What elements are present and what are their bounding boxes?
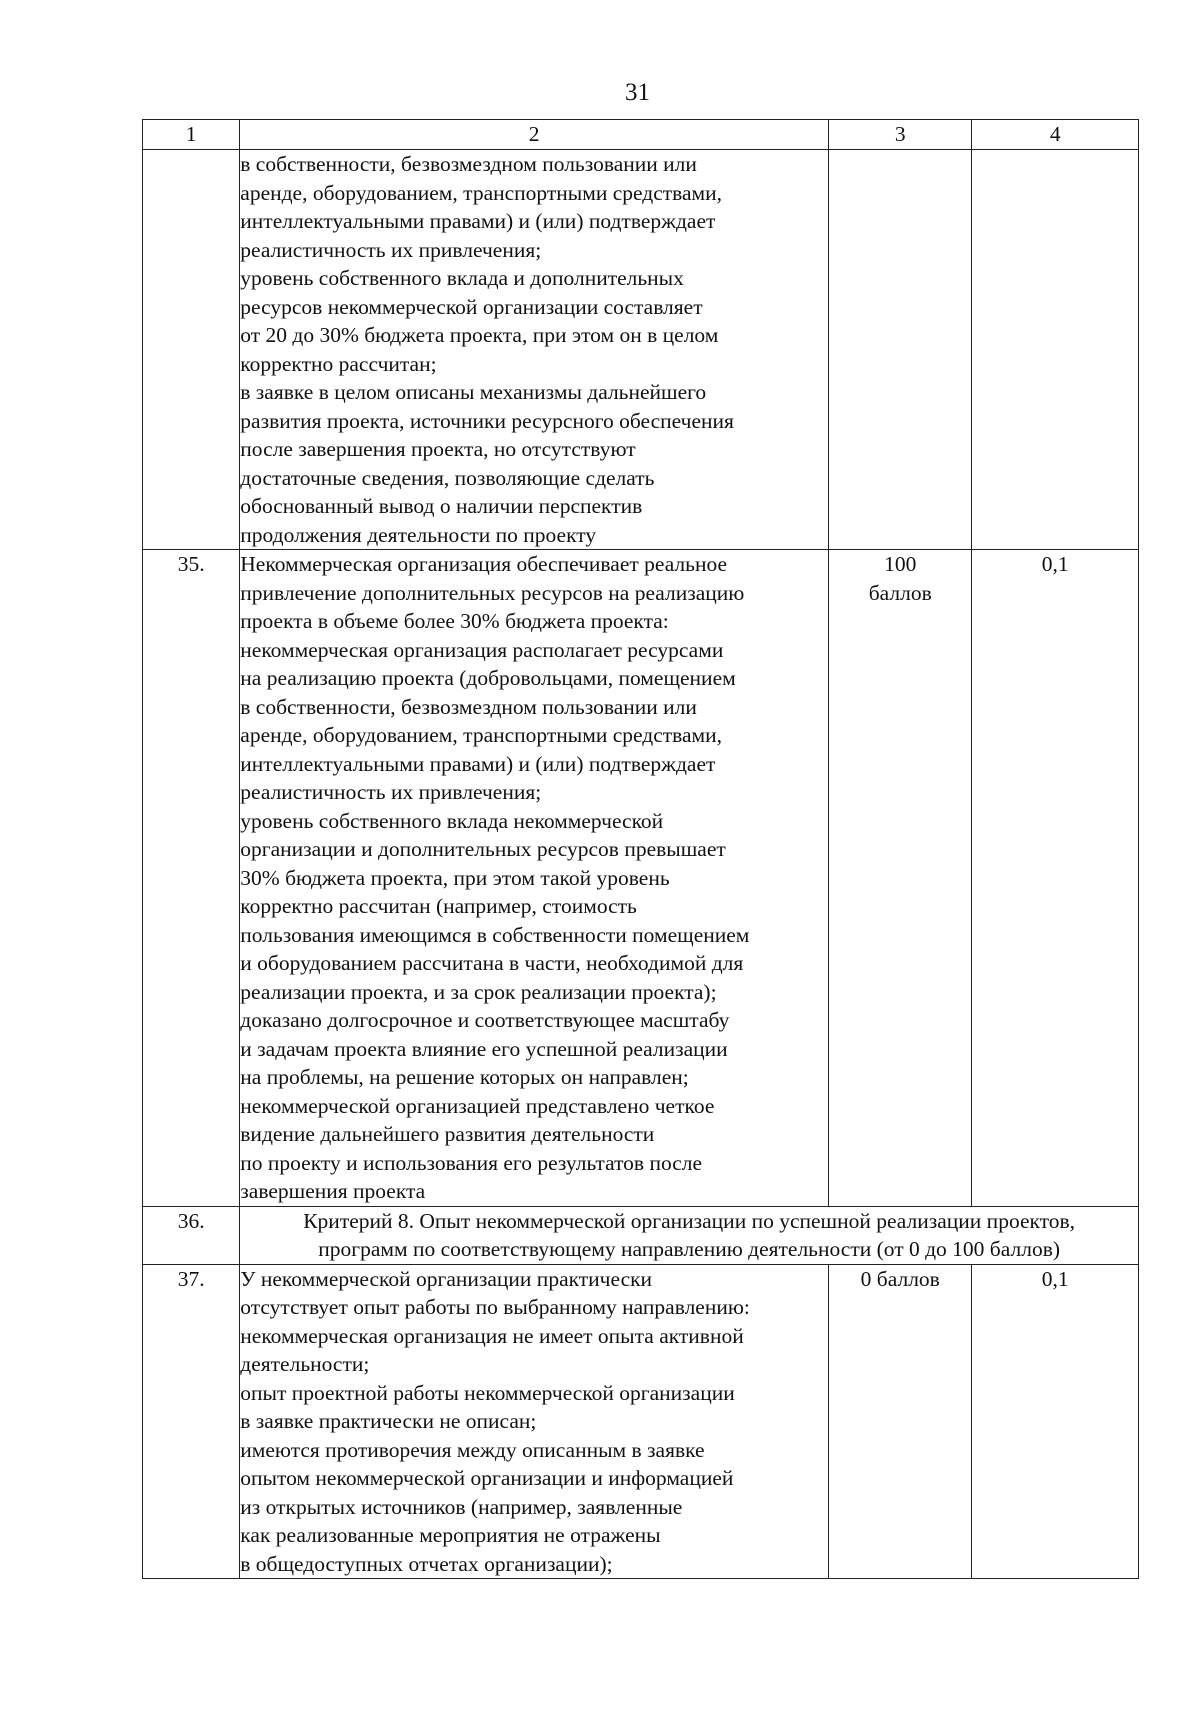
criterion-section-title [240, 1206, 1139, 1264]
table-row-36 [143, 1206, 1139, 1264]
description-line: в общедоступных отчетах организации); [240, 1551, 613, 1576]
description-line: некоммерческой организацией представлено четкое [240, 1093, 715, 1118]
row-description [240, 150, 829, 550]
score-value: 100 [884, 552, 917, 576]
description-line: развития проекта, источники ресурсного обеспечения [240, 408, 734, 433]
description-line: в собственности, безвозмездном пользовании или [240, 694, 697, 719]
description-line: корректно рассчитан; [240, 351, 437, 376]
description-line: на проблемы, на решение которых он направлен; [240, 1065, 689, 1089]
row-weight [972, 150, 1139, 550]
row-weight: 0,1 [972, 1264, 1139, 1579]
description-line: в заявке практически не описан; [240, 1409, 537, 1433]
description-line: в заявке в целом описаны механизмы дальнейшего [240, 380, 707, 404]
score-value: 0 баллов [860, 1266, 940, 1291]
description-line: реалистичность их привлечения; [240, 237, 542, 262]
description-line: и оборудованием рассчитана в части, необходимой для [240, 951, 744, 975]
description-line: проекта в объеме более 30% бюджета проекта: [240, 609, 669, 633]
description-line: на реализацию проекта (добровольцами, помещением [240, 666, 736, 690]
description-line: и задачам проекта влияние его успешной реализации [240, 1036, 728, 1061]
row-number: 37. [143, 1264, 240, 1579]
description-line: в собственности, безвозмездном пользовании или [240, 152, 697, 176]
description-line: деятельности; [240, 1352, 370, 1376]
row-number: 36. [143, 1206, 240, 1264]
row-description [240, 1264, 829, 1579]
score-unit: баллов [868, 580, 932, 605]
criteria-table [142, 119, 1139, 1579]
description-line: некоммерческая организация не имеет опыта активной [240, 1323, 744, 1348]
row-score [829, 550, 972, 1207]
description-line: уровень собственного вклада и дополнительных [240, 266, 684, 290]
description-line: некоммерческая организация располагает ресурсами [240, 637, 724, 662]
description-line: аренде, оборудованием, транспортными средствами, [240, 723, 723, 747]
table-row-continuation [143, 150, 1139, 550]
row-number [143, 150, 240, 550]
description-line: имеются противоречия между описанным в заявке [240, 1437, 705, 1462]
description-line: 30% бюджета проекта, при этом такой уровень [240, 865, 670, 890]
description-line: после завершения проекта, но отсутствуют [240, 437, 636, 461]
description-line: продолжения деятельности по проекту [240, 522, 597, 547]
header-cell-1: 1 [143, 120, 240, 150]
table-row-37 [143, 1264, 1139, 1579]
description-line: обоснованный вывод о наличии перспектив [240, 494, 643, 518]
header-cell-2: 2 [240, 120, 829, 150]
section-title-line: Критерий 8. Опыт некоммерческой организации по успешной реализации проектов, [303, 1208, 1076, 1233]
description-line: привлечение дополнительных ресурсов на реализацию [240, 580, 745, 605]
description-line: корректно рассчитан (например, стоимость [240, 894, 637, 918]
description-line: У некоммерческой организации практически [240, 1266, 653, 1291]
description-line: завершения проекта [240, 1179, 426, 1203]
description-line: организации и дополнительных ресурсов превышает [240, 837, 726, 861]
description-line: отсутствует опыт работы по выбранному направлению: [240, 1295, 750, 1319]
description-line: опытом некоммерческой организации и информацией [240, 1466, 734, 1490]
header-cell-3: 3 [829, 120, 972, 150]
description-line: как реализованные мероприятия не отражены [240, 1523, 661, 1547]
row-score [829, 150, 972, 550]
description-line: Некоммерческая организация обеспечивает реальное [240, 552, 728, 576]
description-line: пользования имеющимся в собственности помещением [240, 922, 750, 947]
row-weight: 0,1 [972, 550, 1139, 1207]
page-number: 31 [625, 79, 650, 106]
description-line: из открытых источников (например, заявленные [240, 1494, 683, 1519]
description-line: реалистичность их привлечения; [240, 780, 542, 804]
row-number: 35. [143, 550, 240, 1207]
section-title-line: программ по соответствующему направлению деятельности (от 0 до 100 баллов) [318, 1237, 1060, 1261]
table-row-35 [143, 550, 1139, 1207]
description-line: по проекту и использования его результатов после [240, 1150, 703, 1175]
description-line: ресурсов некоммерческой организации составляет [240, 294, 703, 319]
row-score [829, 1264, 972, 1579]
description-line: интеллектуальными правами) и (или) подтверждает [240, 209, 716, 233]
header-cell-4: 4 [972, 120, 1139, 150]
description-line: интеллектуальными правами) и (или) подтверждает [240, 751, 716, 776]
table-header-row [143, 120, 1139, 150]
description-line: уровень собственного вклада некоммерческой [240, 808, 664, 833]
description-line: доказано долгосрочное и соответствующее масштабу [240, 1008, 730, 1032]
description-line: аренде, оборудованием, транспортными средствами, [240, 180, 723, 205]
row-description [240, 550, 829, 1207]
description-line: видение дальнейшего развития деятельности [240, 1122, 655, 1146]
description-line: опыт проектной работы некоммерческой организации [240, 1380, 735, 1405]
description-line: достаточные сведения, позволяющие сделать [240, 465, 655, 490]
description-line: от 20 до 30% бюджета проекта, при этом он в целом [240, 323, 719, 347]
description-line: реализации проекта, и за срок реализации проекта); [240, 979, 717, 1004]
